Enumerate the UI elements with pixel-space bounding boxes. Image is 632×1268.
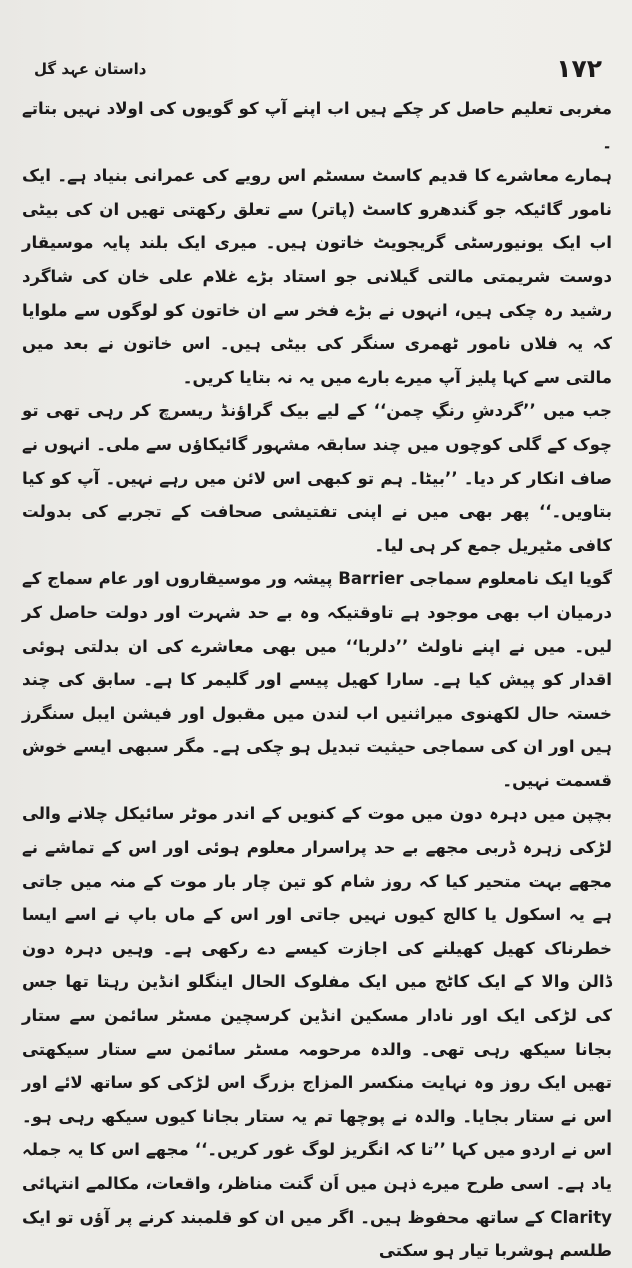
running-title: داستان عہد گل (34, 60, 147, 78)
paragraph-1: مغربی تعلیم حاصل کر چکے ہیں اب اپنے آپ کو گویوں کی اولاد نہیں بتاتے ۔ (22, 99, 612, 152)
page-number: ۱۷۲ (556, 54, 602, 83)
paragraph-5: بچپن میں دہرہ دون میں موت کے کنویں کے اندر موٹر سائیکل چلانے والی لڑکی زہرہ ڈربی مجھے بے حد پراسرار معلوم ہوئی اور اس کے تماشے نے مجھے بہت متحیر کیا کہ روز شام کو تین چار بار موت کے منہ میں جاتی ہے یہ اسکول یا کالج کیوں نہیں جاتی اور اس کے ماں باپ نے اسے ایسا خطرناک کھیل کھیلنے کی اجازت کیسے دے رکھی ہے۔ وہیں دہرہ دون ڈالن والا کے ایک کاٹج میں ایک مفلوک الحال اینگلو انڈین رہتا تھا جس کی لڑکی ایک اور نادار مسکین انڈین کرسچین مسٹر سائمن سے ستار بجانا سیکھ رہی تھی۔ والدہ مرحومہ مسٹر سائمن سے ستار سیکھتی تھیں ایک روز وہ نہایت منکسر المزاج بزرگ اس لڑکی کو ساتھ لائے اور اس نے ستار بجایا۔ والدہ نے پوچھا تم یہ ستار بجانا کیوں سیکھ رہی ہو۔ اس نے اردو میں کہا ’’تا کہ انگریز لوگ غور کریں۔‘‘ مجھے اس کا یہ جملہ یاد ہے۔ اسی طرح میرے ذہن میں اَن گنت مناظر، واقعات، مکالمے انتہائی Clarity کے ساتھ محفوظ ہیں۔ اگر میں ان کو قلمبند کرنے پر آؤں تو ایک طلسم ہوشربا تیار ہو سکتی (22, 804, 612, 1261)
paragraph-2: ہمارے معاشرے کا قدیم کاسٹ سسٹم اس رویے کی عمرانی بنیاد ہے۔ ایک نامور گائیکہ جو گندھرو کاسٹ (پاتر) سے تعلق رکھتی تھیں ان کی بیٹی اب ایک یونیورسٹی گریجویٹ خاتون ہیں۔ میری ایک بلند پایہ موسیقار دوست شریمتی مالتی گیلانی جو استاد بڑے غلام علی خان کی شاگرد رشید رہ چکی ہیں، انہوں نے بڑے فخر سے ان خاتون کو لوگوں سے ملوایا کہ یہ فلاں نامور ٹھمری سنگر کی بیٹی ہیں۔ اس خاتون نے بعد میں مالتی سے کہا پلیز آپ میرے بارے میں یہ نہ بتایا کریں۔ (22, 166, 612, 387)
paragraph-4: گویا ایک نامعلوم سماجی Barrier پیشہ ور موسیقاروں اور عام سماج کے درمیان اب بھی موجود ہے تاوقتیکہ وہ بے حد شہرت اور دولت حاصل کر لیں۔ میں نے اپنے ناولٹ ’’دلربا‘‘ میں بھی معاشرے کی ان بدلتی ہوئی اقدار کو پیش کیا ہے۔ سارا کھیل پیسے اور گلیمر کا ہے۔ سابق کی چند خستہ حال لکھنوی میراثنیں اب لندن میں مقبول اور فیشن ایبل سنگرز ہیں اور ان کی سماجی حیثیت تبدیل ہو چکی ہے۔ مگر سبھی ایسے خوش قسمت نہیں۔ (22, 569, 612, 790)
page-header (24, 46, 610, 86)
body-text (22, 92, 612, 1268)
paragraph-3: جب میں ’’گردشِ رنگِ چمن‘‘ کے لیے بیک گراؤنڈ ریسرچ کر رہی تھی تو چوک کے گلی کوچوں میں چند سابقہ مشہور گائیکاؤں سے ملی۔ انہوں نے صاف انکار کر دیا۔ ’’بیٹا۔ ہم تو کبھی اس لائن میں رہے نہیں۔ آپ کو کیا بتاویں۔‘‘ پھر بھی میں نے اپنی تفتیشی صحافت کے تجربے کی بدولت کافی مٹیریل جمع کر ہی لیا۔ (22, 401, 612, 555)
